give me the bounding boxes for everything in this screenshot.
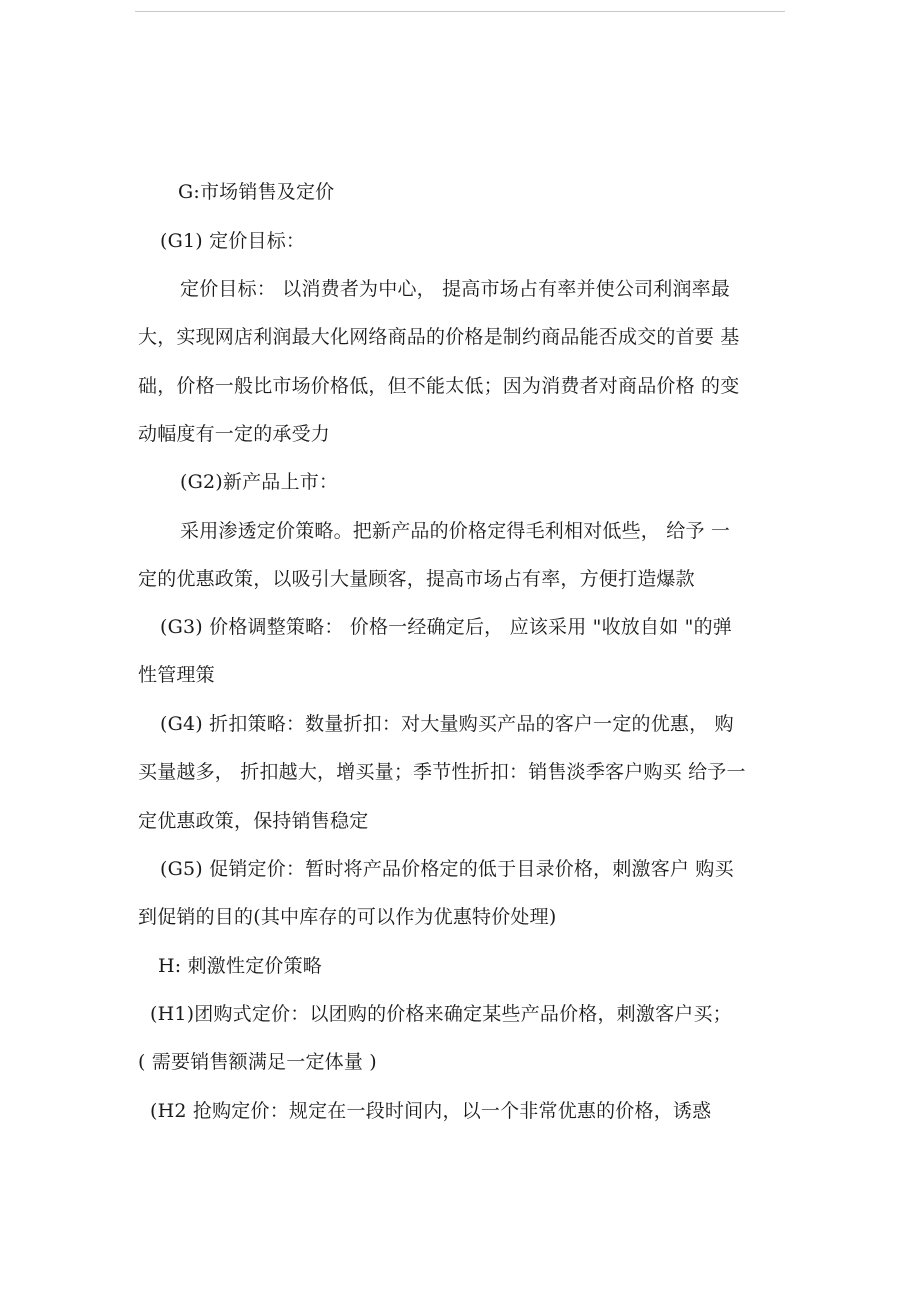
paragraph-line: 到促销的目的(其中库存的可以作为优惠特价处理) (138, 906, 557, 928)
paragraph-line: 采用渗透定价策略。把新产品的价格定得毛利相对低些， 给予 一 (180, 520, 731, 542)
paragraph-line: 大，实现网店利润最大化网络商品的价格是制约商品能否成交的首要 基 (138, 326, 740, 348)
paragraph-line: 础，价格一般比市场价格低，但不能太低；因为消费者对商品价格 的变 (138, 375, 740, 397)
paragraph-line: 定优惠政策，保持销售稳定 (138, 810, 369, 832)
subheading-g5: (G5) 促销定价：暂时将产品价格定的低于目录价格，刺激客户 购买 (160, 858, 734, 880)
subheading-h2: (H2 抢购定价：规定在一段时间内，以一个非常优惠的价格，诱惑 (150, 1100, 712, 1122)
paragraph-line: 买量越多， 折扣越大，增买量；季节性折扣：销售淡季客户购买 给予一 (138, 761, 746, 783)
paragraph-line: 性管理策 (138, 664, 215, 686)
subheading-g1: (G1) 定价目标： (160, 230, 306, 252)
section-heading-h: H: 刺激性定价策略 (158, 955, 323, 977)
paragraph-line: 动幅度有一定的承受力 (138, 423, 331, 445)
subheading-g4: (G4) 折扣策略：数量折扣：对大量购买产品的客户一定的优惠， 购 (160, 713, 734, 735)
subheading-g2: (G2)新产品上市： (180, 471, 339, 493)
section-heading-g: G:市场销售及定价 (178, 181, 335, 203)
header-rule (135, 11, 785, 12)
paragraph-line: ( 需要销售额满足一定体量 ) (138, 1051, 377, 1073)
paragraph-line: 定的优惠政策，以吸引大量顾客，提高市场占有率，方便打造爆款 (138, 568, 695, 590)
paragraph-line: 定价目标： 以消费者为中心， 提高市场占有率并使公司利润率最 (180, 278, 731, 300)
subheading-h1: (H1)团购式定价：以团购的价格来确定某些产品价格，刺激客户买； (150, 1003, 732, 1025)
subheading-g3: (G3) 价格调整策略： 价格一经确定后， 应该采用 "收放自如 "的弹 (160, 616, 732, 638)
